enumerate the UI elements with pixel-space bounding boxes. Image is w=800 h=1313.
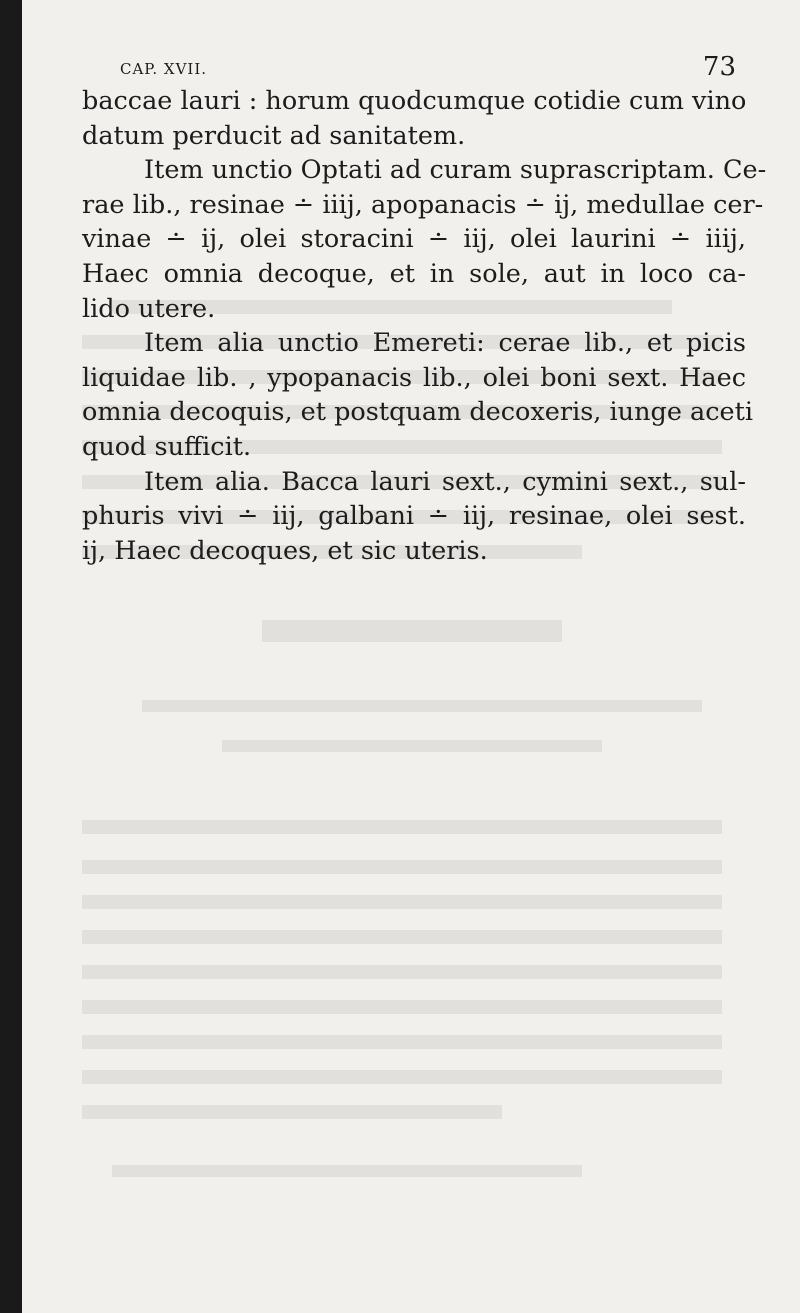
text-line: rae lib., resinae ∸ iiij, apopanacis ∸ ij, medullae cer- (82, 189, 764, 220)
text-line: Item alia unctio Emereti: cerae lib., et picis (144, 328, 746, 359)
text-line: Item alia. Bacca lauri sext., cymini sext., sul- (144, 466, 746, 497)
main-text (82, 84, 767, 568)
text-line: Item unctio Optati ad curam suprascriptam. Ce- (144, 155, 767, 186)
text-line: liquidae lib. , ypopanacis lib., olei boni sext. Haec (82, 362, 746, 393)
text-line: Haec omnia decoque, et in sole, aut in loco ca- (82, 258, 746, 289)
book-page (22, 0, 800, 1313)
text-line: omnia decoquis, et postquam decoxeris, iunge aceti (82, 397, 754, 428)
paragraph (82, 153, 767, 326)
page-number: 73 (702, 52, 736, 82)
text-line: datum perducit ad sanitatem. (82, 120, 466, 151)
text-line: ij, Haec decoques, et sic uteris. (82, 535, 488, 566)
text-line: vinae ∸ ij, olei storacini ∸ iij, olei laurini ∸ iiij, (82, 224, 746, 255)
paragraph (82, 326, 754, 464)
page-header (120, 52, 736, 82)
text-line: lido utere. (82, 293, 216, 324)
text-line: quod sufficit. (82, 431, 252, 462)
paragraph (82, 465, 746, 569)
running-head: CAP. XVII. (120, 60, 208, 78)
text-line: phuris vivi ∸ iij, galbani ∸ iij, resinae, olei sest. (82, 501, 746, 532)
text-line: baccae lauri : horum quodcumque cotidie cum vino (82, 86, 747, 116)
paragraph (82, 84, 746, 153)
